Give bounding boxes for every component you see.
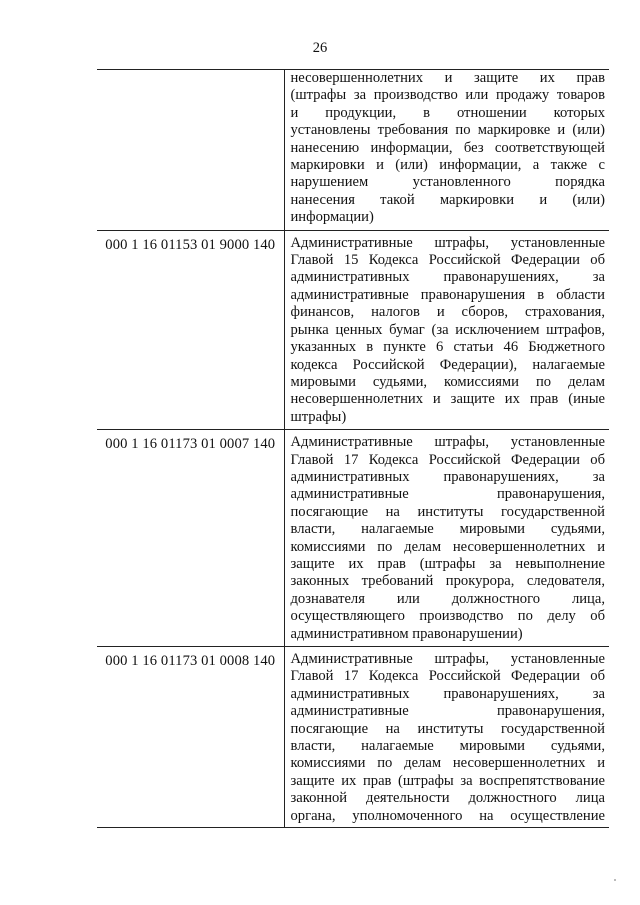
scan-speck — [614, 879, 616, 881]
description-cell — [284, 647, 609, 828]
description-line: посягающие на институты государственной — [290, 720, 605, 737]
code-cell — [97, 70, 284, 231]
description-line: посягающие на институты государственной — [290, 503, 605, 520]
description-line: финансов, налогов и сборов, страхования, — [290, 304, 605, 321]
description-line: административные правонарушения, — [290, 703, 605, 720]
description-line: нарушением установленного порядка — [290, 174, 605, 191]
description-cell — [284, 70, 609, 231]
code-cell: 000 1 16 01173 01 0008 140 — [97, 647, 284, 828]
description-line: защите их прав (штрафы за невыполнение — [290, 555, 605, 572]
budget-codes-table — [97, 69, 609, 828]
description-line: кодекса Российской Федерации), налагаемые — [290, 356, 605, 373]
description-line: дознавателя или должностного лица, — [290, 590, 605, 607]
description-line: (штрафы за производство или продажу товаров — [290, 87, 605, 104]
description-line: указанных в пункте 6 статьи 46 Бюджетного — [290, 339, 605, 356]
description-cell — [284, 230, 609, 429]
description-line: законных требований прокурора, следователя, — [290, 573, 605, 590]
description-line: административных правонарушениях, за — [290, 685, 605, 702]
description-line: несовершеннолетних и защите их прав (иные — [290, 391, 605, 408]
description-line: мировыми судьями, комиссиями по делам — [290, 373, 605, 390]
description-line: и продукции, в отношении которых — [290, 104, 605, 121]
description-line: Административные штрафы, установленные — [290, 434, 605, 451]
description-line: информации) — [290, 209, 374, 226]
description-line: Главой 17 Кодекса Российской Федерации об — [290, 451, 605, 468]
description-line: административных правонарушениях, за — [290, 269, 605, 286]
description-line: нанесения такой маркировки и (или) — [290, 191, 605, 208]
description-line: административных правонарушениях, за — [290, 468, 605, 485]
description-line: нанесению информации, без соответствующей — [290, 139, 605, 156]
description-line: маркировки и (или) информации, а также с — [290, 157, 605, 174]
description-line: осуществляющего производство по делу об — [290, 608, 605, 625]
description-line: административные правонарушения в области — [290, 286, 605, 303]
description-line: комиссиями по делам несовершеннолетних и — [290, 755, 605, 772]
description-line: власти, налагаемые мировыми судьями, — [290, 521, 605, 538]
table-row — [97, 70, 609, 231]
description-cell — [284, 430, 609, 647]
description-line: власти, налагаемые мировыми судьями, — [290, 738, 605, 755]
description-line: штрафы) — [290, 408, 347, 425]
description-line: органа, уполномоченного на осуществление — [290, 807, 605, 824]
description-line: защите их прав (штрафы за воспрепятствование — [290, 772, 605, 789]
page-number: 26 — [312, 40, 328, 56]
code-cell: 000 1 16 01153 01 9000 140 — [97, 230, 284, 429]
description-line: законной деятельности должностного лица — [290, 790, 605, 807]
description-line: Административные штрафы, установленные — [290, 234, 605, 251]
description-line: Административные штрафы, установленные — [290, 651, 605, 667]
description-line: комиссиями по делам несовершеннолетних и — [290, 538, 605, 555]
description-line: административные правонарушения, — [290, 486, 605, 503]
description-line: установлены требования по маркировке и (или) — [290, 122, 605, 139]
description-line: рынка ценных бумаг (за исключением штрафов, — [290, 321, 605, 338]
description-line: административном правонарушении) — [290, 625, 523, 642]
table-row — [97, 430, 609, 647]
table-body — [97, 70, 609, 828]
description-line: несовершеннолетних и защите их прав — [290, 70, 605, 86]
table-row — [97, 647, 609, 828]
description-line: Главой 17 Кодекса Российской Федерации об — [290, 668, 605, 685]
description-line: Главой 15 Кодекса Российской Федерации об — [290, 252, 605, 269]
code-cell: 000 1 16 01173 01 0007 140 — [97, 430, 284, 647]
table-row — [97, 230, 609, 429]
